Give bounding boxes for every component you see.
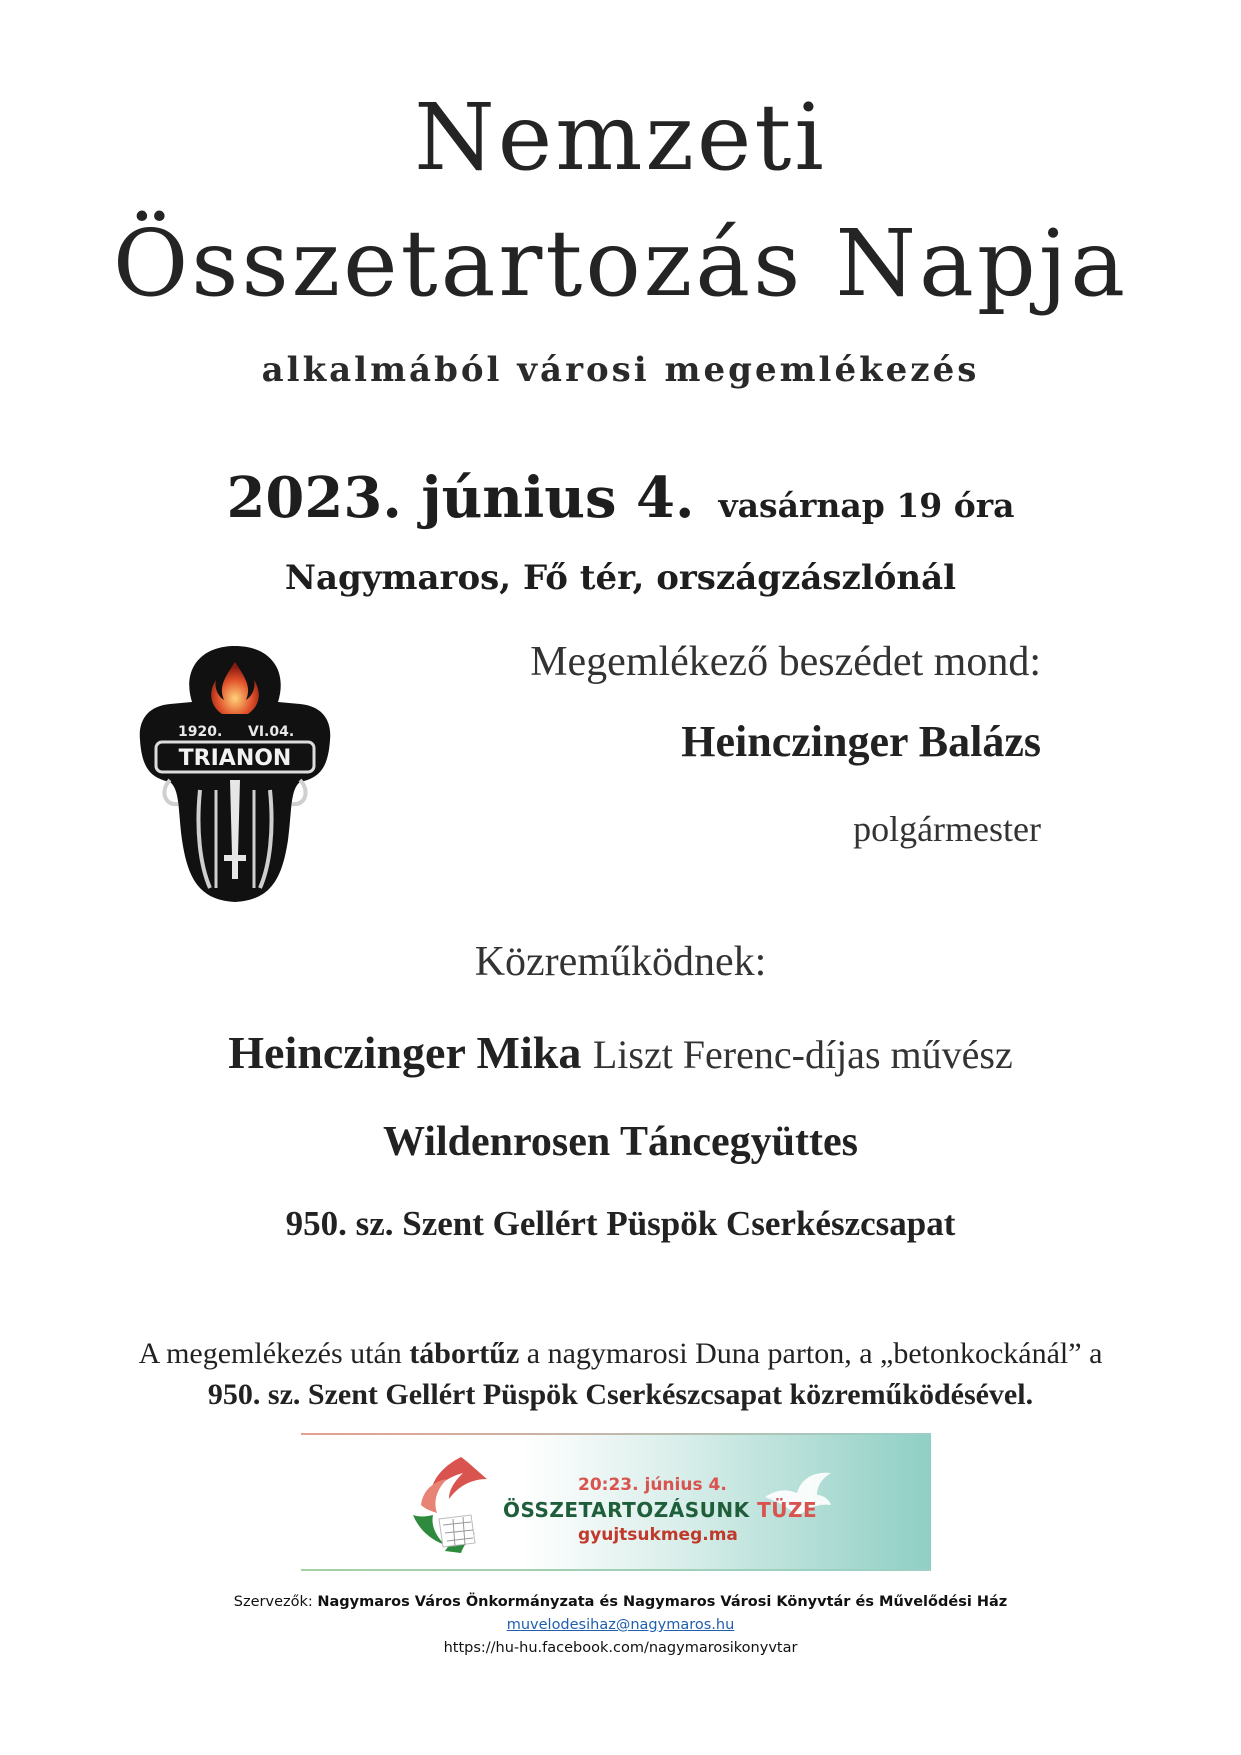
performer-1-name: Heinczinger Mika	[228, 1027, 582, 1078]
banner-bottom-line	[301, 1569, 931, 1571]
trianon-badge	[130, 640, 340, 912]
trianon-emblem-icon	[130, 640, 340, 912]
footer-facebook[interactable]: https://hu-hu.facebook.com/nagymarosikonyvtar	[443, 1640, 798, 1656]
subtitle: alkalmából városi megemlékezés	[261, 350, 980, 390]
speaker-role: polgármester	[853, 809, 1041, 849]
performer-2: Wildenrosen Táncegyüttes	[383, 1119, 858, 1165]
title-line-1: Nemzeti	[414, 84, 827, 191]
contributors-label: Közreműködnek:	[474, 939, 767, 985]
performer-3: 950. sz. Szent Gellért Püspök Cserkészcsapat	[285, 1204, 956, 1243]
campfire-note-line-2: 950. sz. Szent Gellért Püspök Cserkészcsapat közreműködésével.	[207, 1377, 1034, 1411]
note-text-1: A megemlékezés után	[138, 1337, 410, 1370]
banner-title	[503, 1498, 817, 1522]
flag-flame-icon	[401, 1453, 505, 1557]
footer-email-line	[0, 1617, 1241, 1633]
campfire-note	[0, 1334, 1241, 1415]
organizers-names: Nagymaros Város Önkormányzata és Nagymaros Városi Könyvtár és Művelődési Ház	[317, 1594, 1008, 1610]
organizers-label: Szervezők:	[233, 1594, 318, 1610]
event-place: Nagymaros, Fő tér, országzászlónál	[284, 558, 957, 598]
event-time: vasárnap 19 óra	[718, 486, 1015, 525]
banner-url: gyujtsukmeg.ma	[578, 1525, 738, 1545]
footer-organizers	[0, 1594, 1241, 1610]
badge-year-left: 1920.	[178, 724, 223, 740]
speaker-name: Heinczinger Balázs	[681, 717, 1041, 766]
banner-title-main: ÖSSZETARTOZÁSUNK	[503, 1498, 758, 1522]
event-banner	[301, 1433, 931, 1571]
note-bold-campfire: tábortűz	[409, 1337, 520, 1370]
badge-date-right: VI.04.	[248, 724, 295, 740]
badge-label: TRIANON	[178, 746, 292, 771]
email-link[interactable]: muvelodesihaz@nagymaros.hu	[506, 1617, 735, 1633]
banner-date: 20:23. június 4.	[578, 1475, 727, 1495]
event-date: 2023. június 4.	[226, 465, 695, 531]
banner-title-highlight: TÜZE	[757, 1498, 818, 1522]
title-line-2: Összetartozás Napja	[112, 210, 1129, 317]
campfire-note-line-1	[0, 1334, 1241, 1375]
banner-top-line	[301, 1433, 931, 1435]
event-date-line	[0, 465, 1241, 531]
performer-1-desc: Liszt Ferenc-díjas művész	[592, 1032, 1013, 1077]
note-text-2: a nagymarosi Duna parton, a „betonkockánál” a	[519, 1337, 1103, 1370]
speech-label: Megemlékező beszédet mond:	[530, 639, 1041, 685]
performer-1	[0, 1026, 1241, 1079]
